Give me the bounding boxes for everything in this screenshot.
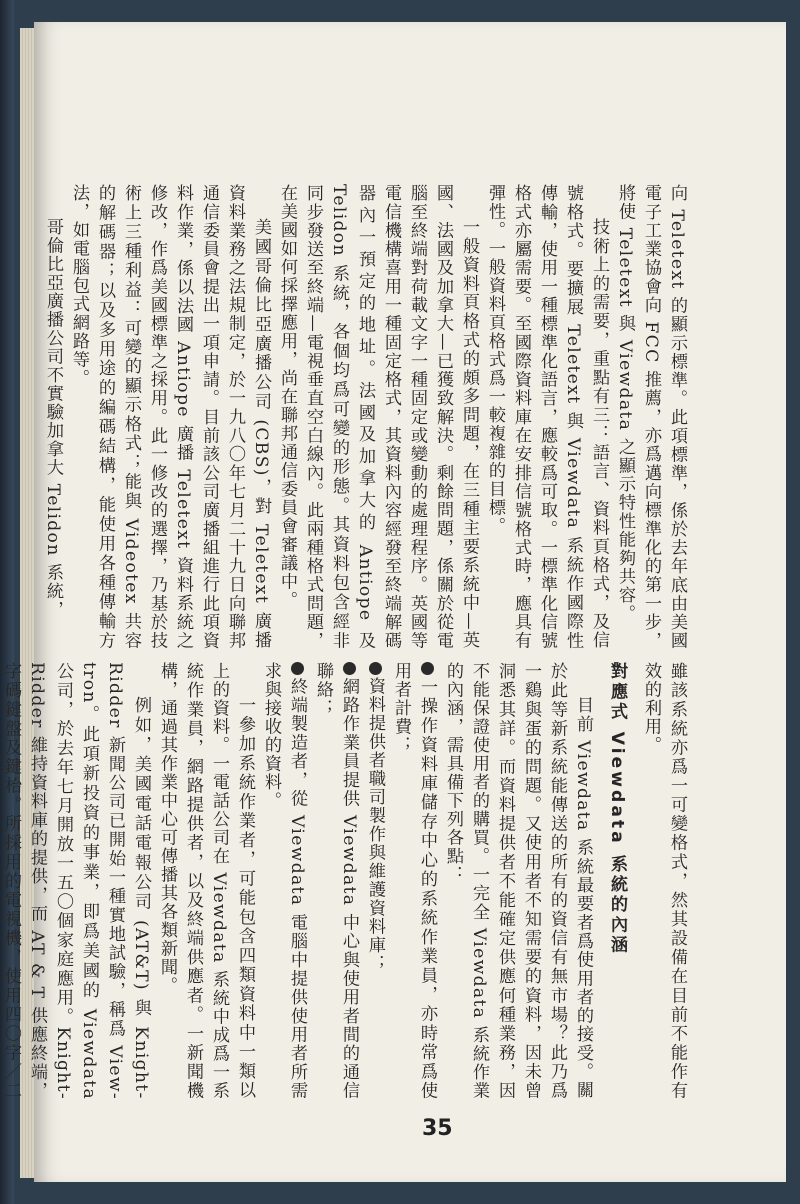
page-number: 35 <box>422 1116 453 1141</box>
paragraph: 一般資料頁格式的頗多問題，在三種主要系統中—英國、法國及加拿大—已獲致解決。剩餘問題，係關於從電腦至終端對荷載文字一種固定或變動的處理程序。英國等電信機構喜用一種固定格式，其資料內容經發至終端解碼器內一預定的地址。法國及加拿大的 Antiope 及 Telidon 系統，各個均爲可變的形態。其資料包含經非同步發送至終端—電視垂直空白線內。此兩種格式問題，在美國如何採擇應用，尚在聯邦通信委員會審議中。 <box>277 184 479 650</box>
bullet-item <box>258 662 310 1100</box>
paragraph: 向 Teletext 的顯示標準。此項標準，係於去年底由美國電子工業協會向 FCC 推薦，亦爲邁向標準化的第一步，將使 Teletext 與 Viewdata 之顯示特性能夠共容。 <box>615 184 687 650</box>
paragraph: 雖該系統亦爲一可變格式，然其設備在目前不能作有效的利用。 <box>641 662 687 1100</box>
bullet-item <box>388 662 440 1100</box>
paragraph: 技術上的需要，重點有三：語言、資料頁格式，及信號格式。要擴展 Teletext 與 Viewdata 系統作國際性傳輸，使用一種標準化語言，應較爲可取。一標準化信號格式亦屬需要。至國際資料庫在安排信號格式時，應具有彈性。一般資料頁格式爲一較複雜的目標。 <box>485 184 609 650</box>
bullet-text: 網路作業員提供 Viewdata 中心與使用者間的通信聯絡； <box>313 662 359 1100</box>
book-page <box>1 22 786 1182</box>
bullet-icon <box>421 662 434 675</box>
bullet-item <box>362 662 388 1100</box>
bullet-icon <box>291 662 304 675</box>
bullet-text: 資料提供者職司製作與維護資料庫； <box>365 677 385 973</box>
paragraph: 哥倫比亞廣播公司不實驗加拿大 Telidon 系統， <box>43 218 63 620</box>
bullet-icon <box>369 662 382 675</box>
paragraph: 一參加系統作業者，可能包含四類資料中一類以上的資料。一電話公司在 Viewdata 系統中成爲一系統作業員，網路提供者，以及終端供應者。一新聞機構，通過其作業中心可傳播其各類新聞。 <box>157 662 255 1100</box>
bullet-item <box>310 662 362 1100</box>
bullet-text: 終端製造者，從 Viewdata 電腦中提供使用者所需求與接收的資料。 <box>261 662 307 1100</box>
paragraph: 目前 Viewdata 系統最要者爲使用者的接受。關於此等新系統能傳送的所有的資信有無市場？此乃爲一鷄與蛋的問題。又使用者不知需要的資料，因未曾洞悉其詳。而資料提供者不能確定供應何種業務，因不能保證使用者的購買。一完全 Viewdata 系統作業的內涵，需具備下列各點： <box>443 662 593 1100</box>
lower-text-block <box>1 662 690 1100</box>
bullet-text: 一操作資料庫儲存中心的系統作業員，亦時常爲使用者計費； <box>391 662 437 1100</box>
paragraph: 例如，美國電話電報公司 (AT&T) 與 Knight-Ridder 新聞公司已開始一種實地試驗，稱爲 View-tron。此項新投資的事業，即爲美國的 Viewdata 公司，於去年七月開放一五〇個家庭應用。Knight-Ridder 維持資料庫的提供，而 AT & T 供應終端，字碼鍵盤及鍵枱。所採用的電視機，使用四〇字／二 <box>1 662 151 1100</box>
bullet-icon <box>343 662 356 675</box>
paragraph: 美國哥倫比亞廣播公司 (CBS)，對 Teletext 廣播資料業務之法規制定，於一九八〇年七月二十九日向聯邦通信委員會提出一項申請。目前該公司廣播組進行此項資料作業，係以法國 Antiope 廣播 Teletext 資料系統之修改，作爲美國標準之採用。此一修改的選擇，乃基於技術上三種利益：可變的顯示格式；能與 Videotex 共容的解碼器；以及多用途的編碼結構，能使用各種傳輸方法，如電腦包式網路等。 <box>69 184 271 650</box>
upper-text-block <box>43 184 690 650</box>
section-heading: 對應式 Viewdata 系統的內涵 <box>607 662 627 956</box>
